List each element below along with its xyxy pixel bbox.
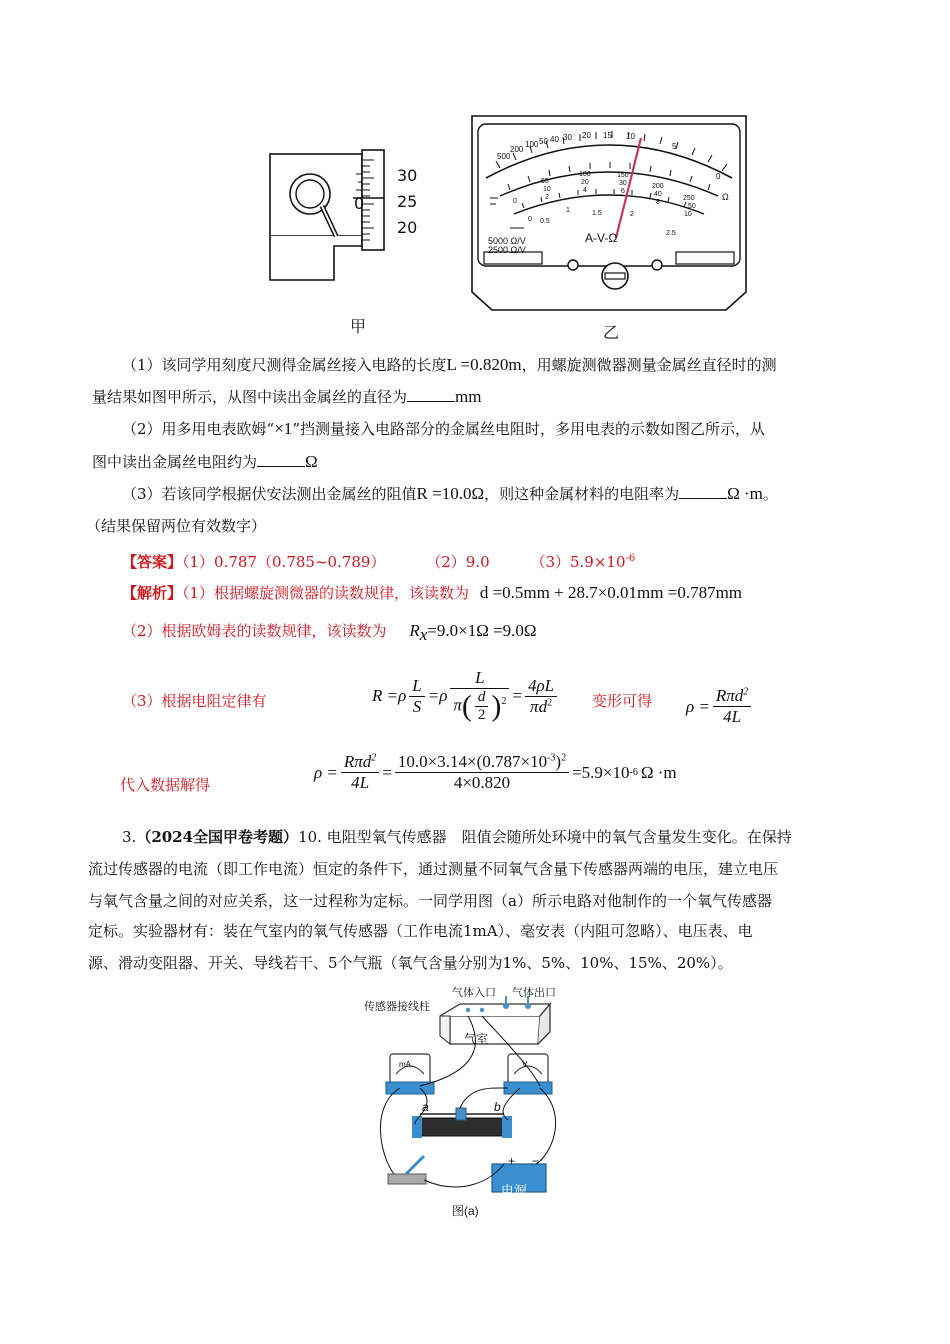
gas-inlet-label: 气体入口 xyxy=(452,987,496,999)
micrometer-tick-25: 25 xyxy=(397,192,418,211)
gas-outlet-label: 气体出口 xyxy=(512,987,556,999)
ac-label-2.5: 2.5 xyxy=(666,230,676,237)
s4-unit: Ω ·m xyxy=(640,762,677,782)
q3-text-b: ，则这种金属材料的电阻率为 xyxy=(484,485,680,503)
answer-part2: （2）9.0 xyxy=(426,553,490,571)
ac-label-2: 2 xyxy=(630,211,634,218)
q1-line1 xyxy=(122,354,892,376)
dc-label-10: 10 xyxy=(684,211,692,218)
s4-Rpid: Rπd xyxy=(343,752,372,771)
analysis-s2-formula: =9.0×1Ω =9.0Ω xyxy=(427,621,537,640)
s4-result-exp: -6 xyxy=(629,767,638,778)
q3-resistance: R =10.0Ω xyxy=(416,484,485,503)
ohm-scale-100: 100 xyxy=(525,140,539,149)
s3-frac-LS xyxy=(409,676,424,717)
dc-label-4: 4 xyxy=(583,187,587,194)
milliammeter-label: mA xyxy=(399,1060,411,1069)
ohm-symbol: Ω xyxy=(722,192,729,202)
p3-line4: 定标。实验器材有：装在气室内的氧气传感器（工作电流1mA）、毫安表（内阻可忽略）、电压表、电 xyxy=(88,922,753,940)
ohm-scale-500: 500 xyxy=(497,152,511,161)
ohm-scale-20: 20 xyxy=(582,131,591,140)
s3-eq-rho: =ρ xyxy=(427,686,448,705)
micrometer-zero-mark: 0 xyxy=(354,194,365,213)
meter-spec-2500: 2500 Ω/V xyxy=(488,245,526,255)
q1-length-formula: L =0.820m xyxy=(446,355,522,374)
q2-text-c: 图中读出金属丝电阻约为 xyxy=(92,453,258,471)
s3-R-eq: R =ρ xyxy=(372,686,407,705)
dc-label-250: 250 xyxy=(683,195,695,202)
q2-unit: Ω xyxy=(305,452,318,471)
q2-text-b: ”挡测量接入电路部分的金属丝电阻时，多用电表的示数如图乙所示，从 xyxy=(292,420,765,438)
q3-line2: （结果保留两位有效数字） xyxy=(86,517,267,535)
ac-label-0.5: 0.5 xyxy=(540,218,550,225)
ohm-scale-5: 5 xyxy=(672,142,677,151)
analysis-s2-sub: x xyxy=(419,625,428,644)
analysis-s1-formula: d =0.5mm + 28.7×0.01mm =0.787mm xyxy=(479,583,743,602)
ohm-scale-200: 200 xyxy=(510,145,524,154)
analysis-s4-text: 代入数据解得 xyxy=(120,776,211,794)
p3-source: （2024全国甲卷考题） xyxy=(136,828,299,846)
answer-part3-exp: -6 xyxy=(625,553,636,564)
meter-spec-5000: 5000 Ω/V xyxy=(488,236,526,246)
analysis-s3-text: （3）根据电阻定律有 xyxy=(122,692,267,710)
s4-num-a: 10.0×3.14×(0.787×10 xyxy=(397,752,548,771)
figure-caption-yi: 乙 xyxy=(603,323,620,342)
resistance-law-formula xyxy=(372,656,560,736)
ohm-scale-10: 10 xyxy=(626,132,635,141)
s3-pid: πd xyxy=(530,696,548,716)
s3-d: d xyxy=(475,689,489,707)
q2-text-a: （2）用多用电表欧姆“ xyxy=(122,420,275,438)
gas-chamber-label: 气室 xyxy=(464,1032,489,1046)
q3-text-a: （3）若该同学根据伏安法测出金属丝的阻值 xyxy=(122,485,417,503)
answer-part3 xyxy=(530,553,635,571)
dc-label-6: 6 xyxy=(621,188,625,195)
substitution-formula: ρ = $\frac{R\pi d^2}{4L}$ = $\frac{10.0\times 3.14\times(0.787\times 10^{-3})^2}{4\times 0.820}$ =5.9×10 -6 Ω ·m xyxy=(314,752,677,792)
analysis-step2 xyxy=(122,620,892,646)
dc-label-40: 40 xyxy=(654,191,662,198)
s4-frac-values xyxy=(395,752,569,793)
q2-range: ×1 xyxy=(274,419,293,438)
q1-text-a: （1）该同学用刻度尺测得金属丝接入电路的长度 xyxy=(122,356,447,374)
q3-unit: Ω ·m xyxy=(727,484,763,503)
micrometer-tick-20: 20 xyxy=(397,218,418,237)
s4-num-b: ) xyxy=(555,752,562,771)
p3-line1 xyxy=(122,826,892,848)
s3-S: S xyxy=(412,696,422,716)
s3-frac-4rhoL xyxy=(525,676,557,717)
s3-Rpid: Rπd xyxy=(715,686,744,705)
q3-answer-blank[interactable] xyxy=(679,484,727,499)
q3-line1 xyxy=(122,483,892,505)
p3-line2: 流过传感器的电流（即工作电流）恒定的条件下，通过测量不同氧气含量下传感器两端的电压，建立电压 xyxy=(88,860,779,878)
p3-prefix: 3. xyxy=(122,828,137,846)
p3-line3: 与氧气含量之间的对应关系，这一过程称为定标。一同学用图（a）所示电路对他制作的一个氧气传感器 xyxy=(88,892,772,910)
p3-line5: 源、滑动变阻器、开关、导线若干、5个气瓶（氧气含量分别为1%、5%、10%、15%、20%）。 xyxy=(88,954,733,972)
micrometer-tick-30: 30 xyxy=(397,166,418,185)
dc-label-100: 100 xyxy=(579,171,591,178)
q1-answer-blank[interactable] xyxy=(407,387,455,402)
s4-frac-rho xyxy=(341,752,379,793)
dc-label-10b: 10 xyxy=(543,186,551,193)
dc-label-20: 20 xyxy=(581,179,589,186)
s3-frac-rho xyxy=(713,686,751,727)
dc-label-0: 0 xyxy=(513,198,517,205)
ac-label-0: 0 xyxy=(528,216,532,223)
analysis-tag: 【解析】 xyxy=(122,584,183,602)
dc-label-150: 150 xyxy=(617,172,629,179)
analysis-s2-text: （2）根据欧姆表的读数规律，该读数为 xyxy=(122,622,387,640)
q1-unit: mm xyxy=(455,387,482,406)
q1-text-c: 量结果如图甲所示，从图中读出金属丝的直径为 xyxy=(92,388,408,406)
resistivity-formula xyxy=(686,686,754,727)
rheostat-terminal-b: b xyxy=(494,1100,501,1114)
s3-L2: L xyxy=(450,668,509,689)
rheostat-terminal-a: a xyxy=(422,1100,429,1114)
analysis-s2-R: R xyxy=(409,621,420,640)
power-plus: + xyxy=(508,1154,516,1168)
s3-4L: 4L xyxy=(723,707,742,726)
s3-4rhoL: 4ρL xyxy=(525,676,557,697)
s4-num-sq: 2 xyxy=(561,752,567,764)
dc-label-200: 200 xyxy=(652,183,664,190)
answer-part3-base: （3）5.9×10 xyxy=(530,553,626,571)
multimeter-figure xyxy=(470,114,748,312)
answer-line xyxy=(122,548,892,573)
s4-Rpid-sq: 2 xyxy=(371,752,377,764)
q1-line2 xyxy=(92,386,862,408)
answer-tag: 【答案】 xyxy=(122,553,183,571)
q2-answer-blank[interactable] xyxy=(257,452,305,467)
voltmeter-label: V xyxy=(522,1060,528,1069)
analysis-s1-text: （1）根据螺旋测微器的读数规律，该读数为 xyxy=(182,584,470,602)
q2-line1 xyxy=(122,418,892,440)
q3-end: 。 xyxy=(762,485,778,503)
ohm-scale-15: 15 xyxy=(603,131,612,140)
ohm-scale-0: 0 xyxy=(716,172,721,181)
figure-caption-a: 图(a) xyxy=(452,1204,479,1218)
power-minus: − xyxy=(532,1154,540,1168)
dc-label-50b: 50 xyxy=(541,178,549,185)
s3-frac-Lpid xyxy=(450,668,509,724)
s3-L: L xyxy=(409,676,424,697)
s3-Rpid-sq: 2 xyxy=(743,686,749,698)
sensor-circuit-figure xyxy=(380,996,580,1204)
answer-part1: （1）0.787（0.785~0.789） xyxy=(182,553,386,571)
s3-pi: π xyxy=(453,695,462,715)
s3-two: 2 xyxy=(477,707,486,723)
ac-label-1.5: 1.5 xyxy=(592,210,602,217)
s4-rho-eq: ρ = xyxy=(314,762,338,782)
ohm-scale-30: 30 xyxy=(563,133,572,142)
s3-square: 2 xyxy=(501,695,507,707)
ohm-scale-40: 40 xyxy=(550,135,559,144)
power-source-label: 电源 xyxy=(501,1183,528,1198)
s3-eq2: = xyxy=(512,686,522,705)
q2-line2 xyxy=(92,451,862,473)
s4-num-exp: -3 xyxy=(547,752,556,764)
s4-den: 4×0.820 xyxy=(453,773,511,792)
s3-pid-sq: 2 xyxy=(547,696,553,708)
s4-result: =5.9×10 xyxy=(572,762,630,782)
s3-rho-eq: ρ = xyxy=(686,696,710,716)
ohm-scale-50: 50 xyxy=(539,137,548,146)
q1-text-b: ，用螺旋测微器测量金属丝直径时的测 xyxy=(521,356,777,374)
dc-label-30: 30 xyxy=(619,180,627,187)
dc-label-8: 8 xyxy=(656,199,660,206)
analysis-step1 xyxy=(122,582,892,604)
analysis-transform-text: 变形可得 xyxy=(592,692,653,710)
ac-label-1: 1 xyxy=(566,207,570,214)
s4-4L: 4L xyxy=(351,773,370,792)
dc-label-50: 50 xyxy=(688,203,696,210)
sensor-terminal-label: 传感器接线柱 xyxy=(364,1001,430,1013)
p3-line1-text: 10. 电阻型氧气传感器 阻值会随所处环境中的氧气含量发生变化。在保持 xyxy=(298,828,792,846)
s3-pi-d2: π( $\frac{d}{2}$ )$^2$ xyxy=(453,689,507,723)
figure-caption-jia: 甲 xyxy=(350,317,367,336)
dc-label-2: 2 xyxy=(545,194,549,201)
meter-brand-label: A-V-Ω xyxy=(585,231,618,245)
